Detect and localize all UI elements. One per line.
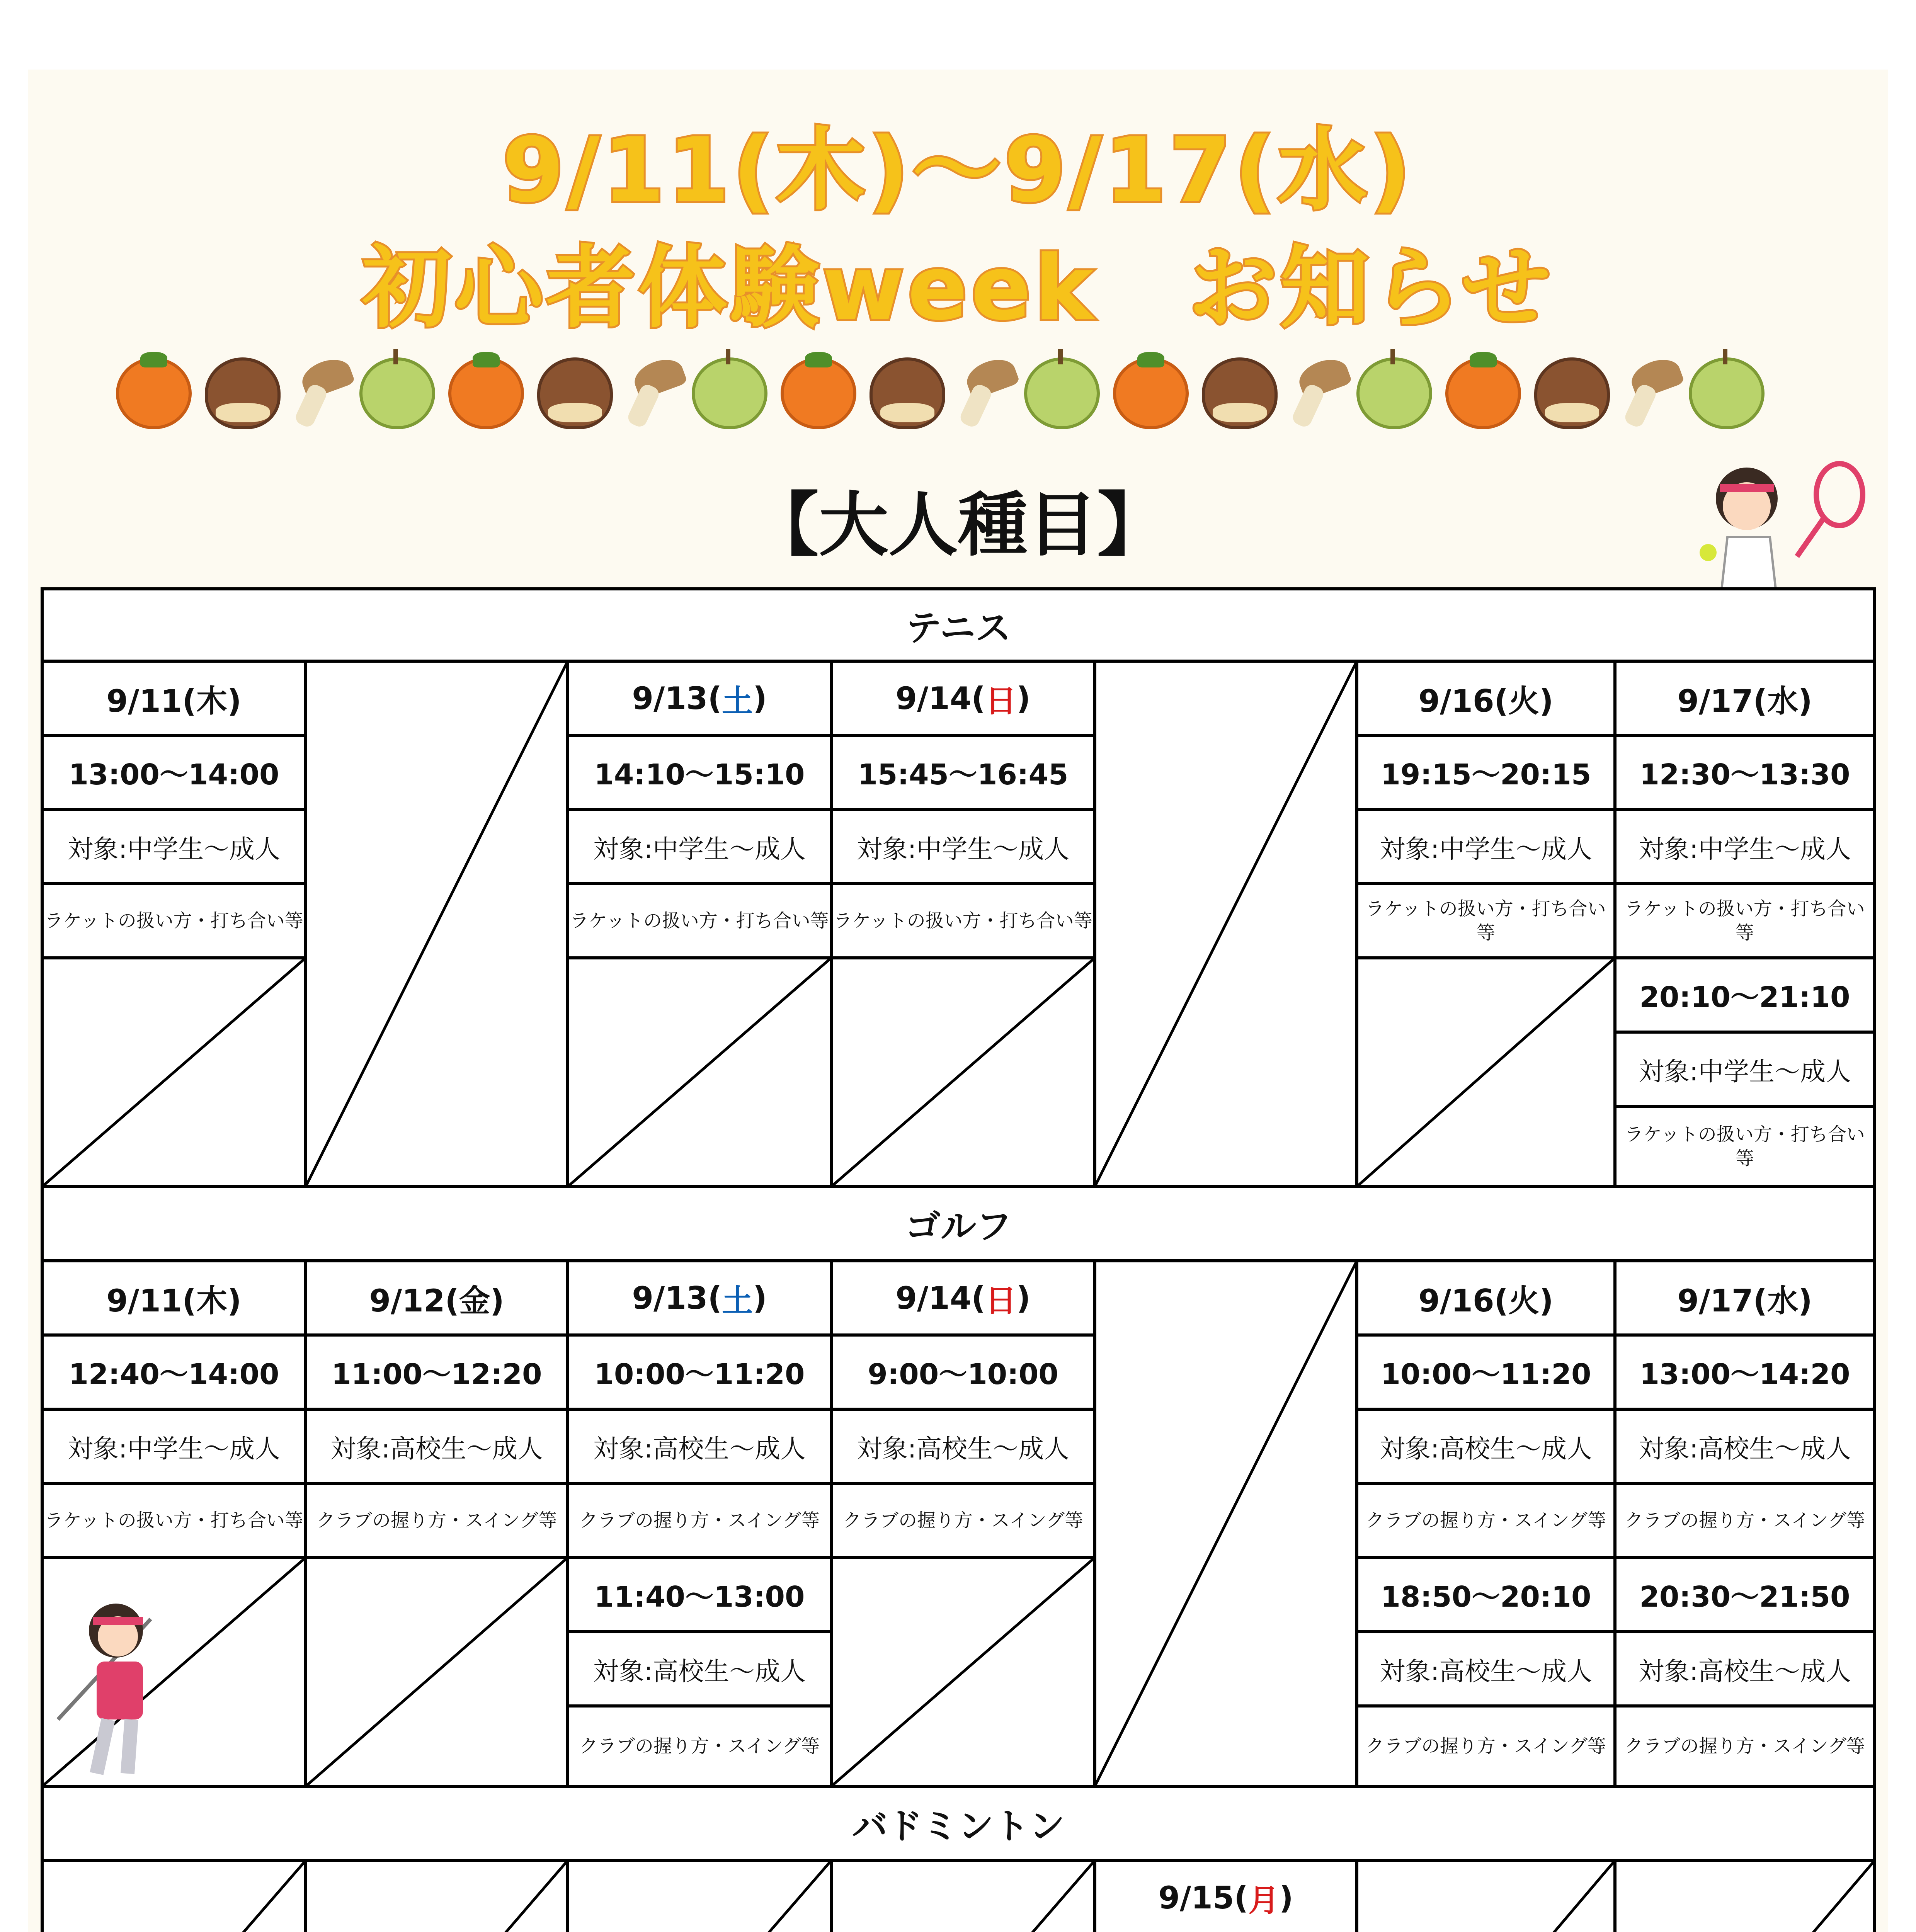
mushroom-icon — [286, 357, 356, 423]
empty-slot — [41, 956, 307, 1188]
autumn-fruit-decoration — [116, 350, 1816, 435]
tennis-target: 対象:中学生〜成人 — [1613, 1031, 1876, 1108]
golf-date-0911: 9/11(木) — [41, 1259, 307, 1337]
mushroom-icon — [951, 357, 1020, 423]
empty-slot — [1355, 956, 1617, 1188]
golf-time: 12:40〜14:00 — [41, 1333, 307, 1411]
persimmon-icon — [1113, 357, 1189, 429]
tennis-date-0917: 9/17(水) — [1613, 660, 1876, 737]
golf-note: クラブの握り方・スイング等 — [1613, 1704, 1876, 1788]
golf-note: クラブの握り方・スイング等 — [830, 1482, 1096, 1559]
chestnut-icon — [1534, 357, 1610, 429]
tennis-note: ラケットの扱い方・打ち合い等 — [830, 882, 1096, 959]
tennis-date-0913: 9/13( 土 ) — [566, 660, 833, 737]
golf-target: 対象:高校生〜成人 — [1613, 1408, 1876, 1485]
golf-note: クラブの握り方・スイング等 — [566, 1704, 833, 1788]
golf-date-0913: 9/13( 土 ) — [566, 1259, 833, 1337]
empty-slot — [566, 956, 833, 1188]
chestnut-icon — [205, 357, 281, 429]
empty-slot — [830, 956, 1096, 1188]
golf-date-0917: 9/17(水) — [1613, 1259, 1876, 1337]
empty-slot — [830, 1556, 1096, 1788]
chestnut-icon — [537, 357, 613, 429]
persimmon-icon — [448, 357, 524, 429]
golf-note: クラブの握り方・スイング等 — [566, 1482, 833, 1559]
golf-target: 対象:高校生〜成人 — [566, 1630, 833, 1708]
pear-icon — [1024, 357, 1100, 429]
golf-target: 対象:高校生〜成人 — [830, 1408, 1096, 1485]
golf-note: クラブの握り方・スイング等 — [1613, 1482, 1876, 1559]
golf-note: ラケットの扱い方・打ち合い等 — [41, 1482, 307, 1559]
tennis-note: ラケットの扱い方・打ち合い等 — [1613, 1105, 1876, 1188]
no-class-0916 — [1355, 1859, 1617, 1932]
chestnut-icon — [1202, 357, 1278, 429]
no-class-0917 — [1613, 1859, 1876, 1932]
tennis-date-0911: 9/11(木) — [41, 660, 307, 737]
golf-date-0914: 9/14( 日 ) — [830, 1259, 1096, 1337]
tennis-time: 13:00〜14:00 — [41, 734, 307, 811]
persimmon-icon — [116, 357, 192, 429]
golf-note: クラブの握り方・スイング等 — [304, 1482, 569, 1559]
tennis-time: 14:10〜15:10 — [566, 734, 833, 811]
golf-heading: ゴルフ — [41, 1185, 1876, 1262]
title-event: 初心者体験week お知らせ — [362, 237, 1554, 340]
pear-icon — [1689, 357, 1765, 429]
tennis-time: 20:10〜21:10 — [1613, 956, 1876, 1034]
mushroom-icon — [618, 357, 688, 423]
mushroom-icon — [1615, 357, 1685, 423]
badminton-heading: バドミントン — [41, 1785, 1876, 1862]
golf-target: 対象:高校生〜成人 — [304, 1408, 569, 1485]
section-title: 【大人種目】 — [749, 485, 1167, 566]
no-class-0913 — [566, 1859, 833, 1932]
badminton-date-0915: 9/15( 月 ) — [1093, 1859, 1358, 1932]
golf-date-0916: 9/16(火) — [1355, 1259, 1617, 1337]
golf-target: 対象:中学生〜成人 — [41, 1408, 307, 1485]
tennis-note: ラケットの扱い方・打ち合い等 — [566, 882, 833, 959]
tennis-date-0914: 9/14( 日 ) — [830, 660, 1096, 737]
no-class-0915 — [1093, 1259, 1358, 1788]
chestnut-icon — [870, 357, 945, 429]
tennis-date-0916: 9/16(火) — [1355, 660, 1617, 737]
tennis-target: 対象:中学生〜成人 — [1355, 808, 1617, 885]
tennis-target: 対象:中学生〜成人 — [566, 808, 833, 885]
golf-target: 対象:高校生〜成人 — [1355, 1408, 1617, 1485]
no-class-0911 — [41, 1859, 307, 1932]
tennis-note: ラケットの扱い方・打ち合い等 — [1613, 882, 1876, 959]
empty-slot — [304, 1556, 569, 1788]
pear-icon — [1356, 357, 1432, 429]
pear-icon — [359, 357, 435, 429]
no-class-0912 — [304, 1859, 569, 1932]
no-class-0912 — [304, 660, 569, 1188]
pear-icon — [692, 357, 767, 429]
tennis-time: 12:30〜13:30 — [1613, 734, 1876, 811]
golf-time: 11:00〜12:20 — [304, 1333, 569, 1411]
golf-note: クラブの握り方・スイング等 — [1355, 1704, 1617, 1788]
golf-target: 対象:高校生〜成人 — [1355, 1630, 1617, 1708]
golf-time: 13:00〜14:20 — [1613, 1333, 1876, 1411]
persimmon-icon — [1445, 357, 1521, 429]
no-class-0915 — [1093, 660, 1358, 1188]
golf-time: 18:50〜20:10 — [1355, 1556, 1617, 1633]
golf-time: 11:40〜13:00 — [566, 1556, 833, 1633]
persimmon-icon — [781, 357, 856, 429]
golf-time: 9:00〜10:00 — [830, 1333, 1096, 1411]
tennis-heading: テニス — [41, 587, 1876, 663]
mushroom-icon — [1283, 357, 1353, 423]
tennis-time: 19:15〜20:15 — [1355, 734, 1617, 811]
empty-slot — [41, 1556, 307, 1788]
golf-time: 20:30〜21:50 — [1613, 1556, 1876, 1633]
title-dates: 9/11(木)〜9/17(水) — [502, 119, 1414, 222]
tennis-target: 対象:中学生〜成人 — [830, 808, 1096, 885]
no-class-0914 — [830, 1859, 1096, 1932]
golf-note: クラブの握り方・スイング等 — [1355, 1482, 1617, 1559]
tennis-note: ラケットの扱い方・打ち合い等 — [1355, 882, 1617, 959]
tennis-note: ラケットの扱い方・打ち合い等 — [41, 882, 307, 959]
golf-date-0912: 9/12(金) — [304, 1259, 569, 1337]
tennis-target: 対象:中学生〜成人 — [41, 808, 307, 885]
tennis-target: 対象:中学生〜成人 — [1613, 808, 1876, 885]
golf-target: 対象:高校生〜成人 — [1613, 1630, 1876, 1708]
golf-time: 10:00〜11:20 — [1355, 1333, 1617, 1411]
golf-time: 10:00〜11:20 — [566, 1333, 833, 1411]
golf-target: 対象:高校生〜成人 — [566, 1408, 833, 1485]
tennis-time: 15:45〜16:45 — [830, 734, 1096, 811]
